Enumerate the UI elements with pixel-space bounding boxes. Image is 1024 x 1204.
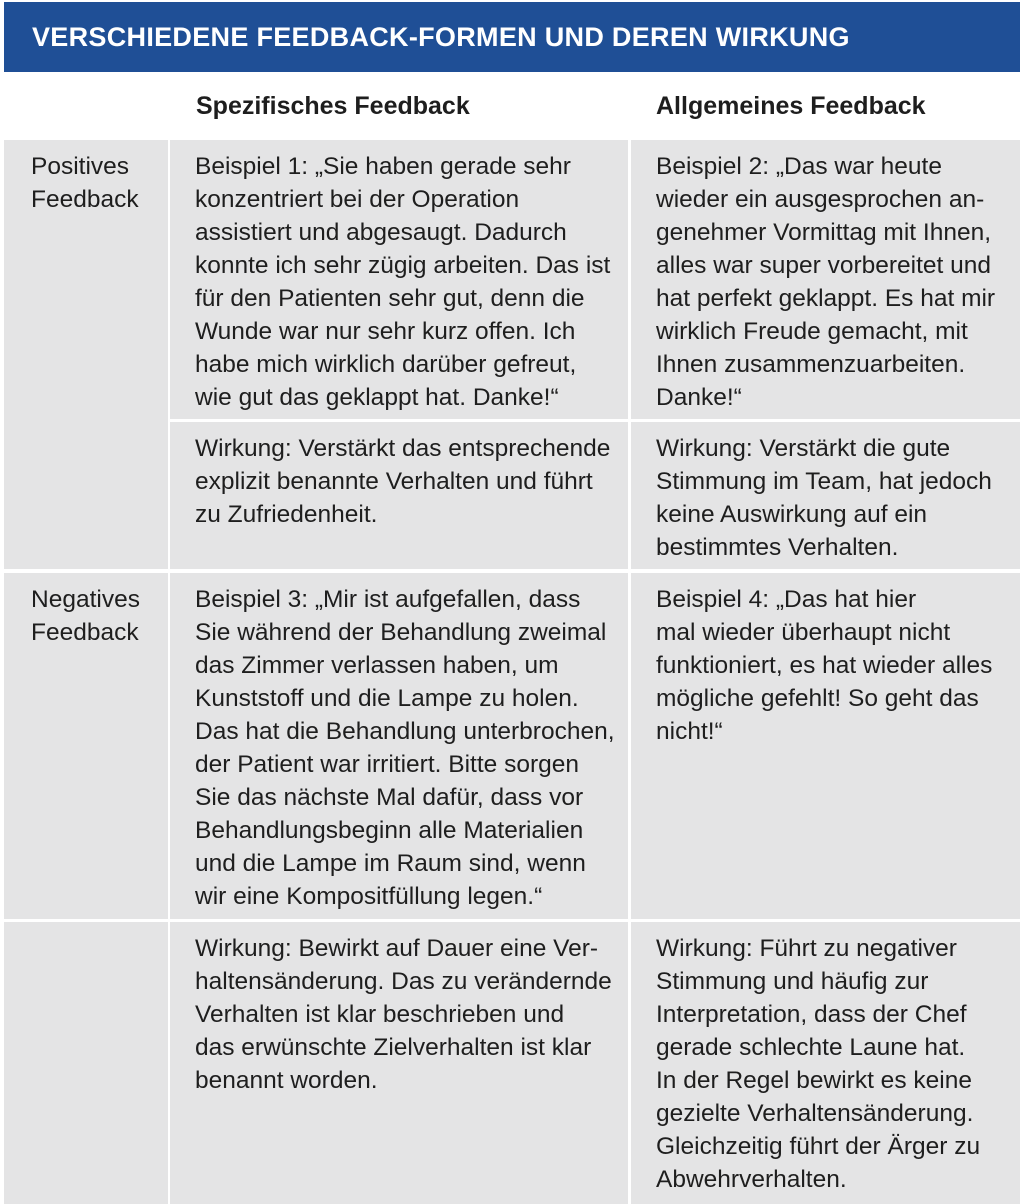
example-1-cell: Beispiel 1: „Sie haben gerade sehr konzentriert bei der Operation assistiert und abgesaugt. Dadurch konnte ich sehr zügig arbeiten. Das ist für den Patienten sehr gut, denn die Wunde war nur sehr kurz offen. Ich habe mich wirklich darüber gefreut, wie gut das geklappt hat. Danke!“ xyxy=(170,140,628,419)
row-label-empty-cell xyxy=(4,922,168,1204)
column-header-general: Allgemeines Feedback xyxy=(656,92,926,120)
row-label-negative: Negatives Feedback xyxy=(4,573,168,919)
effect-positive-general-cell: Wirkung: Verstärkt die gute Stimmung im Team, hat jedoch keine Auswirkung auf ein bestimmtes Verhalten. xyxy=(631,422,1020,569)
table-title: VERSCHIEDENE FEEDBACK-FORMEN UND DEREN WIRKUNG xyxy=(32,21,850,52)
effect-positive-specific-cell: Wirkung: Verstärkt das entsprechende explizit benannte Verhalten und führt zu Zufriedenheit. xyxy=(170,422,628,569)
column-header-specific: Spezifisches Feedback xyxy=(196,92,470,120)
example-3-cell: Beispiel 3: „Mir ist aufgefallen, dass Sie während der Behandlung zweimal das Zimmer verlassen haben, um Kunststoff und die Lampe zu holen. Das hat die Behandlung unterbrochen, der Patient war irritiert. Bitte sorgen Sie das nächste Mal dafür, dass vor Behandlungsbeginn alle Materialien und die Lampe im Raum sind, wenn wir eine Kompositfüllung legen.“ xyxy=(170,573,628,919)
example-2-cell: Beispiel 2: „Das war heute wieder ein ausgesprochen an- genehmer Vormittag mit Ihnen, alles war super vorbereitet und hat perfekt geklappt. Es hat mir wirklich Freude gemacht, mit Ihnen zusammenzuarbeiten. Danke!“ xyxy=(631,140,1020,419)
table-title-bar xyxy=(4,2,1020,72)
row-label-positive: Positives Feedback xyxy=(4,140,168,569)
effect-negative-general-cell: Wirkung: Führt zu negativer Stimmung und häufig zur Interpretation, dass der Chef gerade schlechte Laune hat. In der Regel bewirkt es keine gezielte Verhaltensänderung. Gleichzeitig führt der Ärger zu Abwehrverhalten. xyxy=(631,922,1020,1204)
effect-negative-specific-cell: Wirkung: Bewirkt auf Dauer eine Ver- haltensänderung. Das zu verändernde Verhalten ist klar beschrieben und das erwünschte Zielverhalten ist klar benannt worden. xyxy=(170,922,628,1204)
example-4-cell: Beispiel 4: „Das hat hier mal wieder überhaupt nicht funktioniert, es hat wieder alles mögliche gefehlt! So geht das nicht!“ xyxy=(631,573,1020,919)
